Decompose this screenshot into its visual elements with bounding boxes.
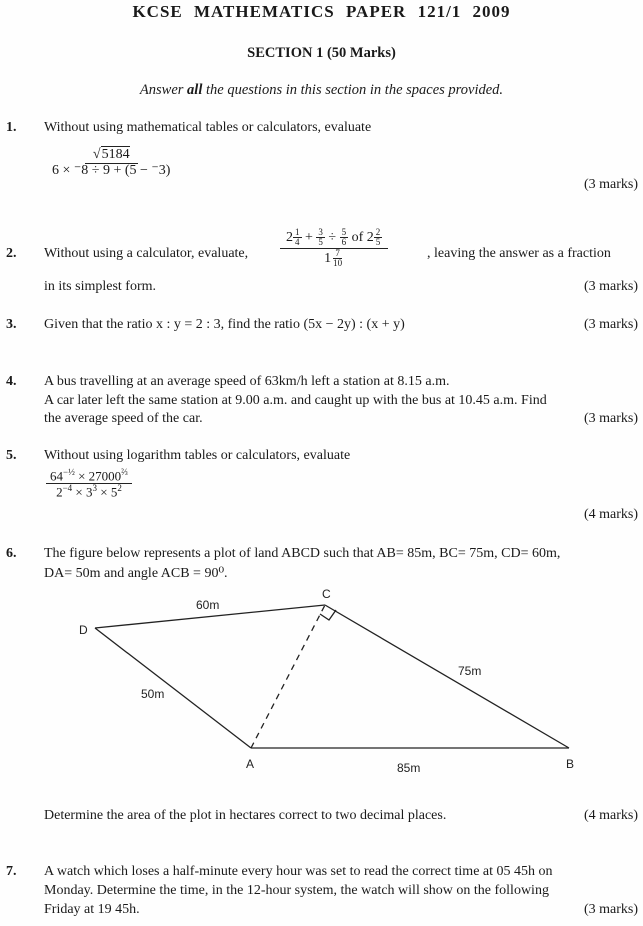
question-6-line1: The figure below represents a plot of land ABCD such that AB= 85m, BC= 75m, CD= 60m, <box>44 546 561 561</box>
question-4-line3: the average speed of the car. <box>44 411 203 426</box>
paper-title: KCSE MATHEMATICS PAPER 121/1 2009 <box>132 2 511 21</box>
vertex-b-label: B <box>566 757 575 771</box>
question-2-text: Without using a calculator, evaluate, <box>44 246 249 261</box>
instr-pre: Answer <box>139 82 188 98</box>
question-5-expression: $\frac{64^{-\frac{1}{2}} \times 27000^{\frac{2}{3}}}{2^{-4} \times 3^3 \times 5^2}$ <box>46 468 132 499</box>
vertex-a-label: A <box>246 757 255 771</box>
section-heading: SECTION 1 (50 Marks) <box>247 45 396 61</box>
question-2-expression: 2 $\frac{1}{4}$ + $\frac{3}{5}$ ÷ $\frac{5}{6}$ of 2 $\frac{2}{5}$ 1 $\frac{7}{10}$ <box>280 228 388 269</box>
vertex-d-label: D <box>79 623 88 637</box>
question-7-line2: Monday. Determine the time, in the 12-hour system, the watch will show on the following <box>44 883 549 898</box>
edge-ab-label: 85m <box>397 761 421 775</box>
question-7-marks: (3 marks) <box>583 902 638 917</box>
question-6-line3: Determine the area of the plot in hectares correct to two decimal places. <box>44 808 447 823</box>
question-7-line3: Friday at 19 45h. <box>44 902 140 917</box>
question-4-line1: A bus travelling at an average speed of 63km/h left a station at 8.15 a.m. <box>44 374 450 389</box>
question-3-text: Given that the ratio x : y = 2 : 3, find the ratio (5x − 2y) : (x + y) <box>44 317 405 332</box>
edge-cd-label: 60m <box>196 598 220 612</box>
question-4-marks: (3 marks) <box>583 411 638 426</box>
question-7-number: 7. <box>6 864 17 879</box>
edge-bc-label: 75m <box>458 664 482 678</box>
question-6-marks: (4 marks) <box>583 808 638 823</box>
edge-da <box>95 628 251 748</box>
question-4-line2: A car later left the same station at 9.00 a.m. and caught up with the bus at 10.45 a.m. Find <box>44 393 547 408</box>
question-2-text-line2: in its simplest form. <box>44 279 156 294</box>
edge-cb <box>325 605 569 748</box>
question-4-number: 4. <box>6 374 17 389</box>
question-7-line1: A watch which loses a half-minute every hour was set to read the correct time at 05 45h on <box>44 864 553 879</box>
question-5-text: Without using logarithm tables or calculators, evaluate <box>44 448 351 463</box>
question-2-text-post: , leaving the answer as a fraction <box>427 246 611 261</box>
edge-da-label: 50m <box>141 687 165 701</box>
question-1-expression: $\frac{√5184}{6 \times ^-8 \div 9 + (5 - ^-3)}$ <box>52 147 171 178</box>
question-6-line2: DA= 50m and angle ACB = 90⁰. <box>44 566 228 581</box>
vertex-c-label: C <box>322 587 331 601</box>
instr-bold: all <box>187 82 203 98</box>
question-2-marks: (3 marks) <box>583 279 638 294</box>
q1-denominator: 6 × ⁻8 ÷ 9 + (5 − ⁻3) <box>52 162 171 178</box>
diagonal-ac <box>251 605 325 748</box>
question-5-number: 5. <box>6 448 17 463</box>
question-1-text: Without using mathematical tables or calculators, evaluate <box>44 120 372 135</box>
question-6-number: 6. <box>6 546 17 561</box>
question-2-number: 2. <box>6 246 17 261</box>
question-1-number: 1. <box>6 120 17 135</box>
question-1-marks: (3 marks) <box>583 177 638 192</box>
q1-numerator: 5184 <box>101 147 130 162</box>
right-angle-marker <box>320 610 336 620</box>
instr-post: the questions in this section in the spaces provided. <box>202 82 504 98</box>
question-3-marks: (3 marks) <box>583 317 638 332</box>
question-3-number: 3. <box>6 317 17 332</box>
question-5-marks: (4 marks) <box>583 507 638 522</box>
